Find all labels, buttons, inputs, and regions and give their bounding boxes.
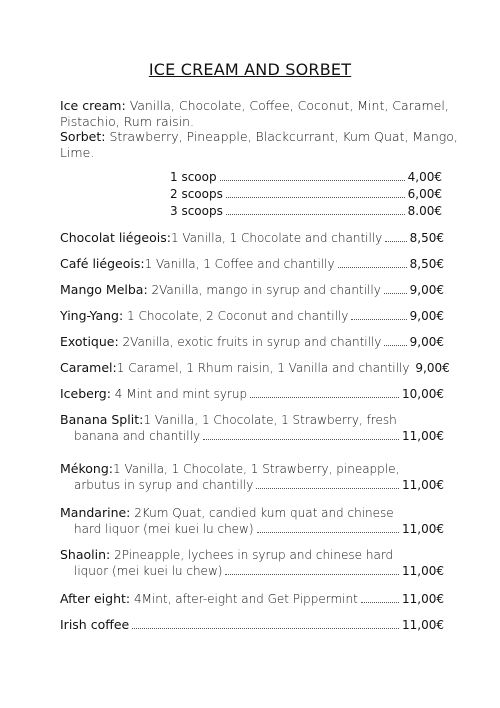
item-desc: 2Vanilla, exotic fruits in syrup and chantilly bbox=[122, 335, 382, 349]
scoop-price: 8.00€ bbox=[407, 204, 442, 218]
item-desc-line2: banana and chantilly bbox=[74, 429, 201, 443]
item-price: 9,00€ bbox=[409, 335, 444, 349]
dot-leader bbox=[203, 439, 399, 440]
item-desc: 1 Vanilla, 1 Chocolate, 1 Strawberry, pineapple, bbox=[113, 462, 400, 476]
item-price: 11,00€ bbox=[402, 618, 444, 632]
item-price: 9,00€ bbox=[409, 283, 444, 297]
scoop-label: 3 scoops bbox=[170, 204, 223, 218]
item-name: Exotique: bbox=[60, 334, 119, 349]
dot-leader bbox=[226, 197, 405, 198]
menu-item bbox=[60, 461, 444, 493]
item-price: 11,00€ bbox=[402, 592, 444, 606]
page-title: ICE CREAM AND SORBET bbox=[148, 60, 352, 79]
item-desc: 1 Caramel, 1 Rhum raisin, 1 Vanilla and chantilly bbox=[116, 361, 410, 375]
menu-item bbox=[60, 256, 444, 272]
dot-leader bbox=[226, 214, 405, 215]
item-desc: 1 Vanilla, 1 Coffee and chantilly bbox=[144, 257, 335, 271]
item-price: 11,00€ bbox=[402, 522, 444, 536]
scoop-price: 6,00€ bbox=[407, 187, 442, 201]
item-name: Banana Split: bbox=[60, 412, 144, 427]
item-name: Irish coffee bbox=[60, 617, 130, 632]
dot-leader bbox=[385, 241, 406, 242]
item-desc: 1 Vanilla, 1 Chocolate, 1 Strawberry, fresh bbox=[143, 413, 397, 427]
item-name: Mandarine: bbox=[60, 505, 131, 520]
menu-item bbox=[60, 505, 444, 537]
item-name: Iceberg: bbox=[60, 386, 111, 401]
item-price: 11,00€ bbox=[402, 429, 444, 443]
menu-item bbox=[60, 591, 444, 607]
dot-leader bbox=[250, 397, 399, 398]
dot-leader bbox=[225, 574, 399, 575]
item-desc: 2Kum Quat, candied kum quat and chinese bbox=[134, 506, 394, 520]
sorbet-label: Sorbet: bbox=[60, 129, 106, 144]
menu-item bbox=[60, 386, 444, 402]
item-name: Mango Melba: bbox=[60, 282, 148, 297]
dot-leader bbox=[256, 488, 399, 489]
item-price: 9,00€ bbox=[409, 309, 444, 323]
scoop-row bbox=[170, 170, 442, 187]
item-desc: 2Vanilla, mango in syrup and chantilly bbox=[151, 283, 381, 297]
item-desc: 4Mint, after-eight and Get Pippermint bbox=[133, 592, 358, 606]
menu-item bbox=[60, 360, 450, 376]
dot-leader bbox=[257, 532, 399, 533]
item-name: Ying-Yang: bbox=[60, 308, 124, 323]
icecream-label: Ice cream: bbox=[60, 98, 126, 113]
item-desc: 1 Vanilla, 1 Chocolate and chantilly bbox=[170, 231, 383, 245]
menu-item bbox=[60, 308, 444, 324]
item-desc-line2: arbutus in syrup and chantilly bbox=[74, 478, 254, 492]
scoop-row bbox=[170, 204, 442, 221]
item-price: 11,00€ bbox=[402, 478, 444, 492]
scoop-price: 4,00€ bbox=[407, 170, 442, 184]
item-price: 10,00€ bbox=[402, 387, 444, 401]
item-desc: 2Pineapple, lychees in syrup and chinese hard bbox=[114, 548, 394, 562]
item-price: 8,50€ bbox=[409, 257, 444, 271]
dot-leader bbox=[351, 319, 406, 320]
item-name: After eight: bbox=[60, 591, 131, 606]
scoop-label: 1 scoop bbox=[170, 170, 217, 184]
icecream-flavours: Vanilla, Chocolate, Coffee, Coconut, Mint, Caramel, Pistachio, Rum raisin. bbox=[60, 98, 449, 129]
item-desc-line2: hard liquor (mei kuei lu chew) bbox=[74, 522, 254, 536]
dot-leader bbox=[361, 602, 399, 603]
item-desc: 1 Chocolate, 2 Coconut and chantilly bbox=[127, 309, 349, 323]
dot-leader bbox=[384, 345, 406, 346]
item-name: Chocolat liégeois: bbox=[60, 230, 171, 245]
item-price: 9,00€ bbox=[415, 361, 450, 375]
item-name: Shaolin: bbox=[60, 547, 111, 562]
scoop-row bbox=[170, 187, 442, 204]
item-desc: 4 Mint and mint syrup bbox=[114, 387, 248, 401]
menu-item bbox=[60, 412, 444, 444]
item-name: Café liégeois: bbox=[60, 256, 145, 271]
item-name: Caramel: bbox=[60, 360, 117, 375]
scoop-label: 2 scoops bbox=[170, 187, 223, 201]
item-desc-line2: liquor (mei kuei lu chew) bbox=[74, 564, 223, 578]
sorbet-flavours: Strawberry, Pineapple, Blackcurrant, Kum Quat, Mango, Lime. bbox=[60, 129, 458, 160]
item-name: Mékong: bbox=[60, 461, 113, 476]
menu-item bbox=[60, 230, 444, 246]
dot-leader bbox=[132, 628, 399, 629]
item-price: 8,50€ bbox=[409, 231, 444, 245]
dot-leader bbox=[338, 267, 407, 268]
menu-item bbox=[60, 617, 444, 633]
menu-item bbox=[60, 334, 444, 350]
item-price: 11,00€ bbox=[402, 564, 444, 578]
dot-leader bbox=[220, 180, 405, 181]
dot-leader bbox=[384, 293, 407, 294]
menu-item bbox=[60, 547, 444, 579]
scoop-prices bbox=[170, 170, 442, 221]
menu-item bbox=[60, 282, 444, 298]
flavours-intro bbox=[60, 98, 460, 160]
